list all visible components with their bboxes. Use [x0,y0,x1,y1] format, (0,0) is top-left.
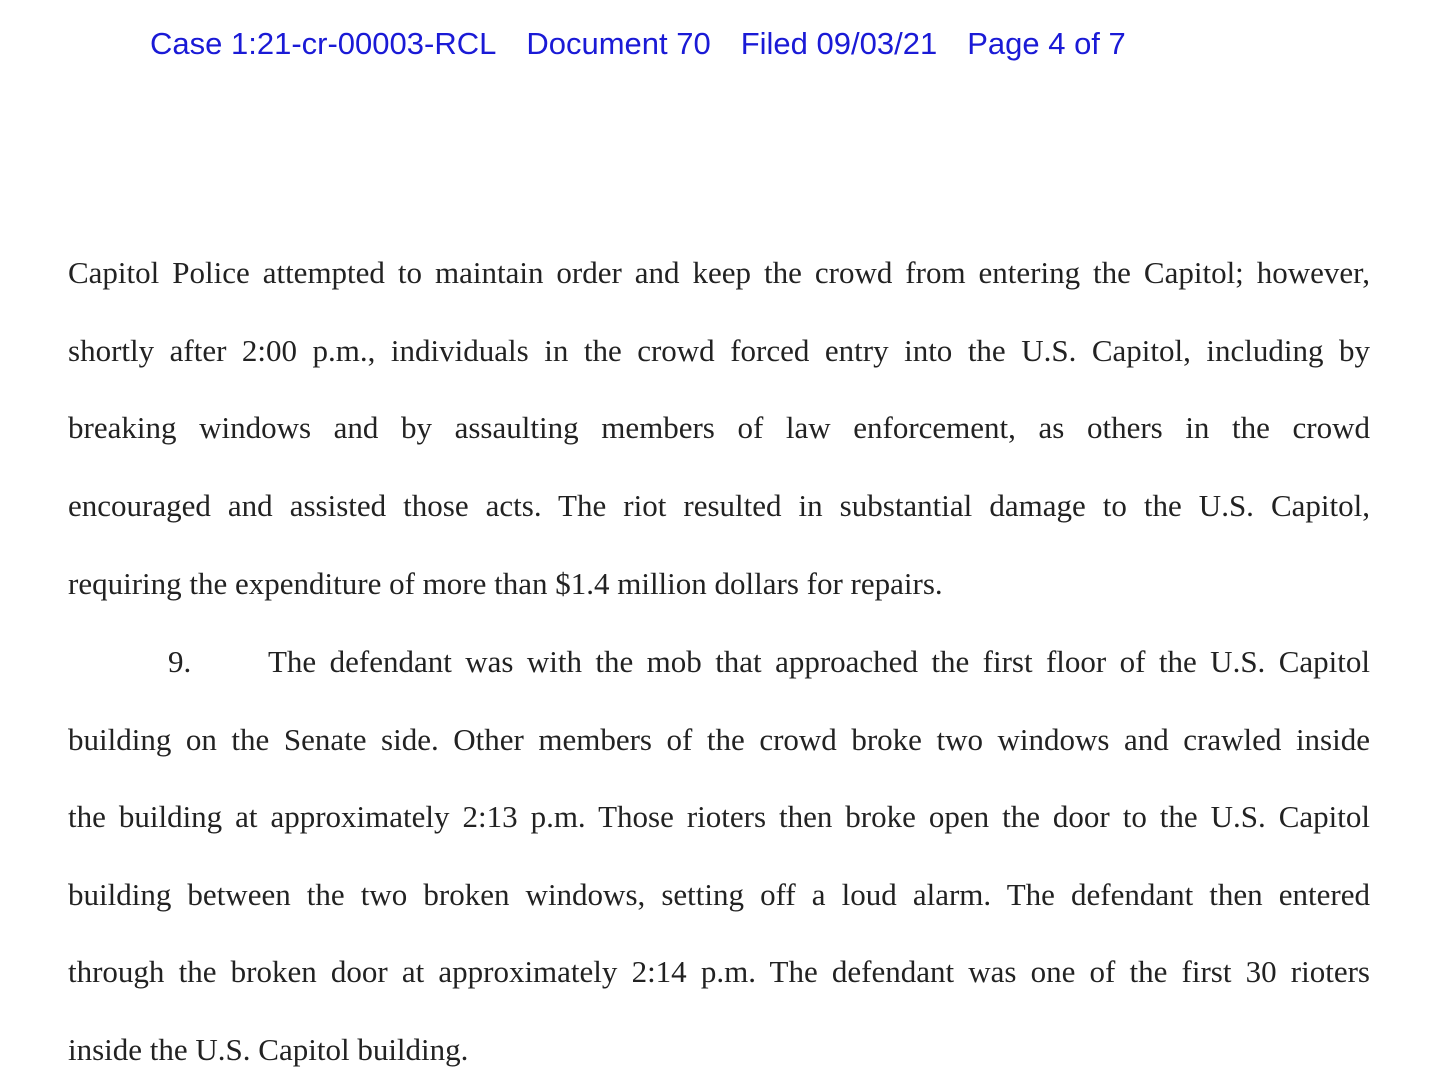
body-line: shortly after 2:00 p.m., individuals in the crowd forced entry into the U.S. Capitol, including by [68,333,1370,368]
body-line: inside the U.S. Capitol building. [68,1032,469,1067]
court-filing-header [150,26,1126,62]
body-line: building on the Senate side. Other members of the crowd broke two windows and crawled inside [68,722,1370,757]
body-line: encouraged and assisted those acts. The riot resulted in substantial damage to the U.S. Capitol, [68,488,1370,523]
paragraph-first-line-text: The defendant was with the mob that approached the first floor of the U.S. Capitol [268,644,1370,679]
paragraph-number: 9. [168,644,192,679]
case-number: Case 1:21-cr-00003-RCL [150,26,497,61]
body-line: through the broken door at approximately 2:14 p.m. The defendant was one of the first 30 rioters [68,954,1370,989]
body-line: the building at approximately 2:13 p.m. Those rioters then broke open the door to the U.S. Capitol [68,799,1370,834]
body-line: building between the two broken windows, setting off a loud alarm. The defendant then entered [68,877,1370,912]
body-line: requiring the expenditure of more than $1.4 million dollars for repairs. [68,566,943,601]
document-number: Document 70 [526,26,711,61]
page-number: Page 4 of 7 [967,26,1126,61]
filed-date: Filed 09/03/21 [740,26,938,61]
body-line: Capitol Police attempted to maintain order and keep the crowd from entering the Capitol; however, [68,255,1370,290]
body-line: breaking windows and by assaulting members of law enforcement, as others in the crowd [68,410,1370,445]
paragraph-9-first-line [68,642,1370,682]
